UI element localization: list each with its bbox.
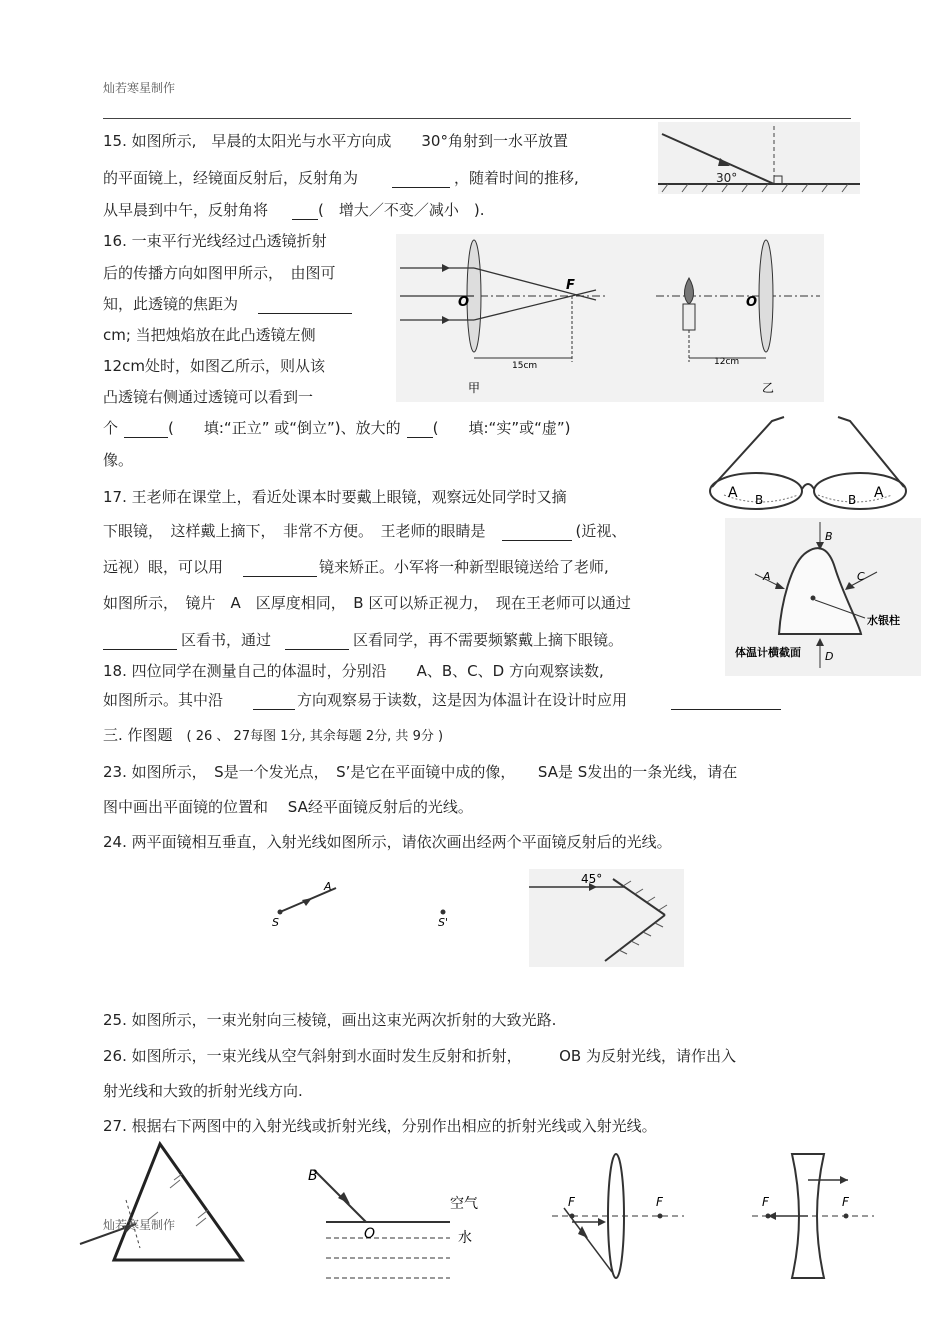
q17-line4: 如图所示， 镜片 A 区厚度相同， B 区可以矫正视力， 现在王老师可以通过	[103, 594, 631, 612]
label-F-right: F	[656, 1195, 663, 1209]
bridge	[802, 484, 814, 489]
glasses-temple-left	[712, 417, 784, 487]
q16-line4: cm; 当把烛焰放在此凸透镜左侧	[103, 326, 316, 344]
label-water: 水	[458, 1230, 472, 1246]
q27-line1: 27. 根据右下两图中的入射光线或折射光线，分别作出相应的折射光线或入射光线。	[103, 1117, 657, 1135]
section3-heading: 三. 作图题 ( 26 、 27每图 1分, 其余每题 2分, 共 9分 )	[103, 726, 444, 744]
q18-blank-principle[interactable]	[671, 693, 781, 710]
label-air: 空气	[450, 1196, 478, 1212]
q18-thermometer-figure	[725, 518, 921, 676]
q17-line3: 远视）眼，可以用 镜来矫正。小军将一种新型眼镜送给了老师,	[103, 558, 609, 576]
ray-arrow-icon	[338, 1192, 350, 1204]
q18-line1: 18. 四位同学在测量自己的体温时，分别沿 A、B、C、D 方向观察读数,	[103, 662, 604, 680]
point-S	[278, 910, 283, 915]
triangular-prism	[114, 1144, 242, 1260]
q15-line1: 15. 如图所示, 早晨的太阳光与水平方向成 30°角射到一水平放置	[103, 132, 568, 150]
q27-concave-lens-figure	[748, 1150, 878, 1282]
q16-line5: 12cm处时，如图乙所示，则从该	[103, 357, 325, 375]
label-F-left: F	[762, 1195, 769, 1209]
angle-45: 45°	[581, 872, 603, 886]
label-A: A	[324, 880, 332, 893]
q23-line1: 23. 如图所示， S是一个发光点， S’是它在平面镜中成的像， SA是 S发出的一条光线，请在	[103, 763, 738, 781]
q17-blank-lens-type[interactable]	[243, 560, 317, 577]
q16-line3: 知，此透镜的焦距为	[103, 294, 352, 314]
q15-line3: 从早晨到中午，反射角将 ( 增大／不变／减小 ).	[103, 201, 485, 219]
zone-B-right: B	[848, 493, 857, 507]
q25-line1: 25. 如图所示，一束光射向三棱镜，画出这束光两次折射的大致光路.	[103, 1011, 557, 1029]
page-header: 灿若寒星制作	[103, 81, 176, 95]
q17-blank-distance-zone[interactable]	[285, 633, 349, 650]
label-mercury: 水银柱	[867, 614, 900, 627]
ray-arrow-icon	[840, 1176, 848, 1184]
q17-blank-eye-type[interactable]	[502, 524, 572, 541]
q16-blank-focal-length[interactable]	[258, 297, 352, 314]
q16-line8: 像。	[103, 451, 134, 469]
label-S-prime: S'	[438, 916, 449, 929]
q17-line5: 区看书，通过 区看同学，再不需要频繁戴上摘下眼镜。	[103, 630, 623, 650]
label-O-jia: O	[458, 295, 470, 310]
q16-line2: 后的传播方向如图甲所示， 由图可	[103, 264, 336, 282]
label-section: 体温计横截面	[735, 646, 801, 659]
label-B: B	[825, 530, 833, 543]
q17-blank-reading-zone[interactable]	[103, 633, 177, 650]
q16-figure	[396, 234, 824, 402]
label-A: A	[763, 570, 771, 583]
q23-line2: 图中画出平面镜的位置和 SA经平面镜反射后的光线。	[103, 798, 473, 816]
q15-blank-reflection-angle[interactable]	[392, 171, 450, 188]
q16-line6: 凸透镜右侧通过透镜可以看到一	[103, 388, 314, 406]
q17-line2: 下眼镜， 这样戴上摘下， 非常不方便。 王老师的眼睛是 (近视、	[103, 522, 627, 540]
mercury-column-dot	[811, 596, 816, 601]
candle	[683, 304, 695, 330]
q16-blank-orientation[interactable]	[124, 421, 168, 438]
q26-line1: 26. 如图所示，一束光线从空气斜射到水面时发生反射和折射， OB 为反射光线，请作出入	[103, 1047, 736, 1065]
point-S-prime	[441, 910, 446, 915]
q26-figure	[300, 1150, 490, 1282]
label-F-right: F	[842, 1195, 849, 1209]
q18-line2: 如图所示。其中沿 方向观察易于读数，这是因为体温计在设计时应用	[103, 690, 781, 710]
q16-line7: 个 ( 填:“正立” 或“倒立”)、放大的 ( 填:“实”或“虚”)	[103, 419, 571, 437]
q15-blank-trend[interactable]	[292, 203, 318, 220]
page-footer: 灿若寒星制作	[103, 1218, 176, 1232]
convex-lens-yi	[759, 240, 773, 352]
q24-line1: 24. 两平面镜相互垂直，入射光线如图所示，请依次画出经两个平面镜反射后的光线。	[103, 833, 672, 851]
incident-ray	[564, 1208, 612, 1272]
ray-arrow-icon	[302, 898, 312, 906]
angle-label: 30°	[716, 171, 738, 185]
q16-blank-real-virtual[interactable]	[407, 421, 433, 438]
q17-glasses-figure	[700, 413, 916, 513]
glasses-temple-right	[838, 417, 904, 487]
q23-figure	[266, 872, 466, 932]
q17-line1: 17. 王老师在课堂上，看近处课本时要戴上眼镜，观察远处同学时又摘	[103, 488, 567, 506]
label-jia: 甲	[468, 381, 481, 395]
distance-15cm: 15cm	[512, 361, 538, 371]
q27-convex-lens-figure	[548, 1150, 688, 1282]
q26-line2: 射光线和大致的折射光线方向.	[103, 1082, 303, 1100]
zone-A-right: A	[874, 485, 884, 501]
q15-figure	[658, 122, 860, 194]
label-B: B	[308, 1168, 318, 1184]
q25-prism-figure	[78, 1140, 250, 1268]
label-F: F	[566, 278, 575, 293]
distance-12cm: 12cm	[714, 357, 740, 367]
lens-right	[814, 473, 906, 509]
label-yi: 乙	[762, 381, 775, 395]
zone-B-left: B	[755, 493, 764, 507]
label-O: O	[364, 1226, 376, 1242]
q24-figure	[529, 869, 684, 967]
q15-line2: 的平面镜上，经镜面反射后，反射角为 ，随着时间的推移,	[103, 169, 579, 187]
label-S: S	[272, 916, 279, 929]
q18-blank-direction[interactable]	[253, 693, 295, 710]
header-rule	[103, 118, 851, 119]
label-O-yi: O	[746, 295, 758, 310]
label-D: D	[825, 650, 834, 663]
label-C: C	[857, 570, 865, 583]
q16-line1: 16. 一束平行光线经过凸透镜折射	[103, 232, 327, 250]
label-F-left: F	[568, 1195, 575, 1209]
zone-A-left: A	[728, 485, 738, 501]
